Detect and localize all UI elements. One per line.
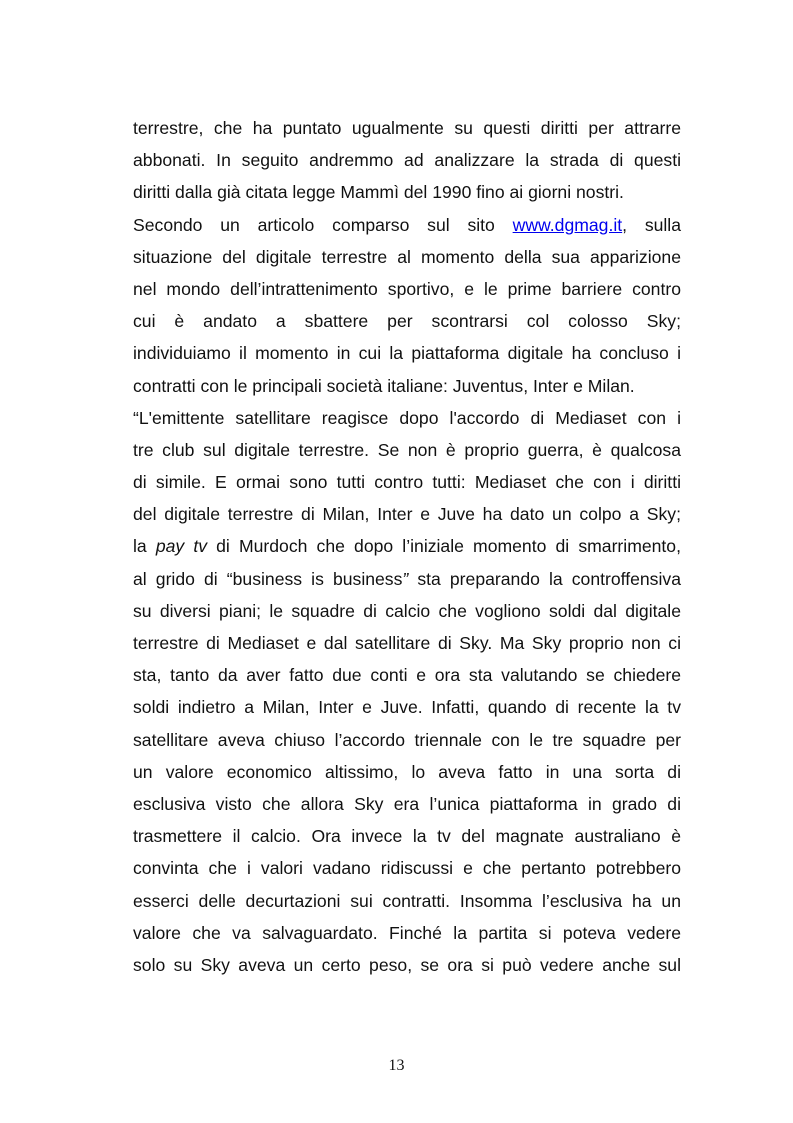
text-line: terrestre di Mediaset e dal satellitare di Sky. Ma Sky proprio non ci xyxy=(133,633,681,653)
text-span: la xyxy=(133,536,156,557)
text-line: diritti dalla già citata legge Mammì del 1990 fino ai giorni nostri. xyxy=(133,182,624,203)
document-body xyxy=(133,112,681,981)
text-span: Secondo un articolo comparso sul sito xyxy=(133,214,513,235)
italic-span: pay tv xyxy=(155,536,208,557)
page-number: 13 xyxy=(388,1057,405,1074)
text-line: cui è andato a sbattere per scontrarsi col colosso Sky; xyxy=(133,311,681,332)
text-line xyxy=(133,563,681,595)
website-link[interactable]: www.dgmag.it xyxy=(512,214,623,235)
text-line: situazione del digitale terrestre al momento della sua apparizione xyxy=(133,246,681,267)
text-line: soldi indietro a Milan, Inter e Juve. Infatti, quando di recente la tv xyxy=(133,697,681,718)
text-line: terrestre, che ha puntato ugualmente su questi diritti per attrarre xyxy=(133,118,681,138)
text-line: satellitare aveva chiuso l’accordo triennale con le tre squadre per xyxy=(133,729,681,750)
text-line: un valore economico altissimo, lo aveva fatto in una sorta di xyxy=(133,761,681,782)
text-line xyxy=(133,209,681,241)
text-span: di Murdoch che dopo l’iniziale momento di smarrimento, xyxy=(207,536,681,557)
text-line: individuiamo il momento in cui la piattaforma digitale ha concluso i xyxy=(133,343,681,364)
text-line: su diversi piani; le squadre di calcio che vogliono soldi dal digitale xyxy=(133,600,681,621)
text-line: solo su Sky aveva un certo peso, se ora si può vedere anche sul xyxy=(133,954,681,975)
text-line: esserci delle decurtazioni sui contratti. Insomma l’esclusiva ha un xyxy=(133,890,681,911)
italic-span: ” xyxy=(402,568,409,589)
text-line: tre club sul digitale terrestre. Se non è proprio guerra, è qualcosa xyxy=(133,439,681,460)
text-line: esclusiva visto che allora Sky era l’unica piattaforma in grado di xyxy=(133,793,681,814)
text-span: al grido di “business is business xyxy=(133,568,403,589)
text-line: nel mondo dell’intrattenimento sportivo, e le prime barriere contro xyxy=(133,278,681,299)
text-line: “L'emittente satellitare reagisce dopo l'accordo di Mediaset con i xyxy=(133,407,681,428)
text-line: sta, tanto da aver fatto due conti e ora sta valutando se chiedere xyxy=(133,665,681,686)
text-line: convinta che i valori vadano ridiscussi e che pertanto potrebbero xyxy=(133,858,681,879)
text-line: contratti con le principali società italiane: Juventus, Inter e Milan. xyxy=(133,375,635,396)
text-line: trasmettere il calcio. Ora invece la tv del magnate australiano è xyxy=(133,826,681,847)
text-line: abbonati. In seguito andremmo ad analizzare la strada di questi xyxy=(133,150,681,171)
text-span: sta preparando la controffensiva xyxy=(408,568,681,589)
text-line: valore che va salvaguardato. Finché la partita si poteva vedere xyxy=(133,922,681,943)
text-line: del digitale terrestre di Milan, Inter e Juve ha dato un colpo a Sky; xyxy=(133,504,681,525)
text-line: di simile. E ormai sono tutti contro tutti: Mediaset che con i diritti xyxy=(133,472,681,493)
text-line xyxy=(133,530,681,562)
text-span: , sulla xyxy=(622,214,682,235)
